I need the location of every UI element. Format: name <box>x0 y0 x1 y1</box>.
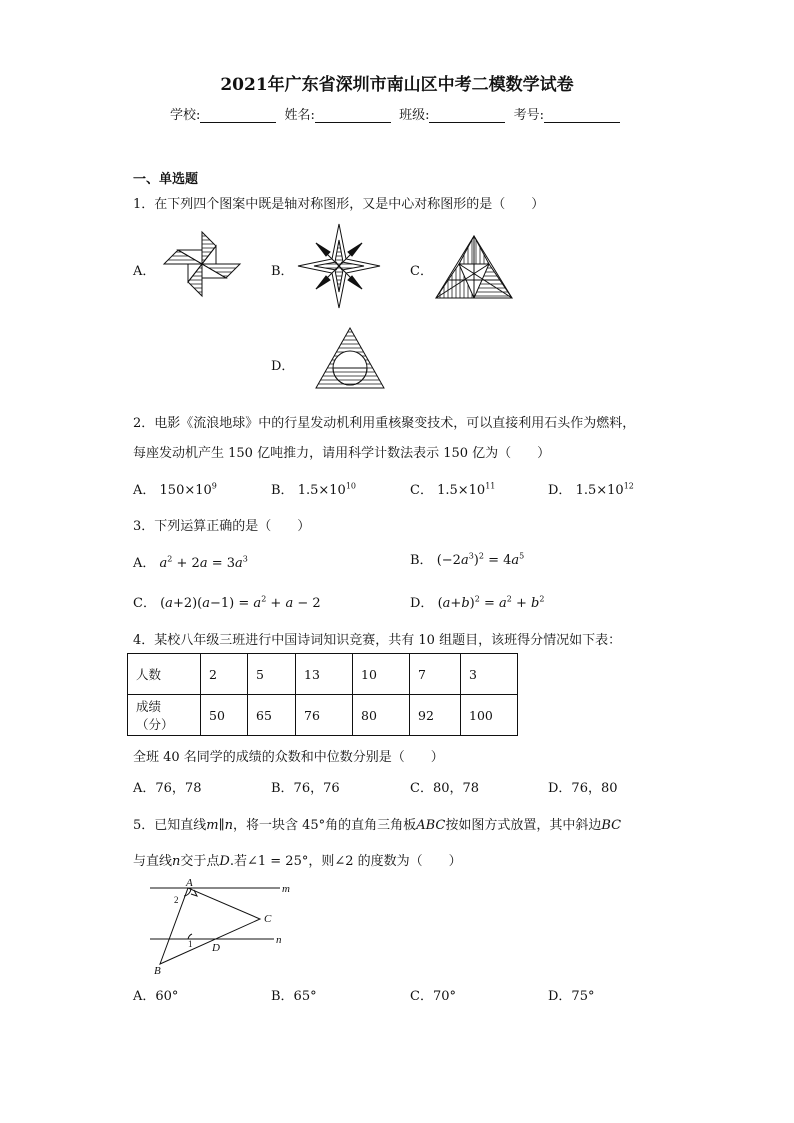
q1-option-b-label: B． <box>271 264 294 279</box>
q3-option-c: C． $(a+2)(a-1) = a^2 + a - 2$ <box>133 594 321 611</box>
q5-option-d: D．75° <box>548 989 595 1004</box>
exam-no-blank[interactable] <box>544 109 620 123</box>
line-m-label: m <box>282 883 290 895</box>
q4-question: 全班 40 名同学的成绩的众数和中位数分别是（ ） <box>133 750 444 765</box>
table-cell: 3 <box>461 654 518 695</box>
triangle-figure-c <box>434 234 514 300</box>
section-heading: 一、单选题 <box>133 172 199 187</box>
q4-option-d: D．76，80 <box>548 781 618 796</box>
q4-option-c: C．80，78 <box>410 781 480 796</box>
q2-option-a: A． $150\times 10^9$ <box>133 481 217 498</box>
angle-1-label: 1 <box>188 939 193 949</box>
table-cell: 65 <box>248 695 296 736</box>
q5-option-b: B．65° <box>271 989 317 1004</box>
name-label: 姓名: <box>284 108 315 123</box>
school-blank[interactable] <box>200 109 276 123</box>
class-label: 班级: <box>399 108 430 123</box>
q5-option-a: A．60° <box>133 989 179 1004</box>
q5-stem-line1: 5．已知直线m∥n，将一块含 45°角的直角三角板ABC按如图方式放置，其中斜边BC <box>133 818 622 833</box>
q1-stem: 1．在下列四个图案中既是轴对称图形，又是中心对称图形的是（ ） <box>133 197 545 212</box>
q1-option-d-label: D． <box>271 359 295 374</box>
point-d-label: D <box>212 942 220 954</box>
table-row <box>128 654 518 695</box>
point-a-label: A <box>186 877 193 889</box>
table-cell: 50 <box>201 695 248 736</box>
scores-table <box>127 653 518 736</box>
pinwheel-figure <box>160 230 244 298</box>
q4-option-a: A．76，78 <box>133 781 202 796</box>
q2-stem-line2: 每座发动机产生 150 亿吨推力，请用科学计数法表示 150 亿为（ ） <box>133 446 551 461</box>
table-cell: 2 <box>201 654 248 695</box>
table-cell: 7 <box>410 654 461 695</box>
table-cell: 80 <box>353 695 410 736</box>
class-blank[interactable] <box>429 109 505 123</box>
q4-option-b: B．76，76 <box>271 781 340 796</box>
table-cell: 5 <box>248 654 296 695</box>
table-cell: 成绩（分） <box>128 695 201 736</box>
q4-stem: 4．某校八年级三班进行中国诗词知识竞赛，共有 10 组题目，该班得分情况如下表： <box>133 633 622 648</box>
angle-2-label: 2 <box>174 895 179 905</box>
name-blank[interactable] <box>315 109 391 123</box>
page-title: 2021年广东省深圳市南山区中考二模数学试卷 <box>220 75 574 95</box>
q3-option-a: A． $a^2 + 2a = 3a^3$ <box>133 554 248 571</box>
q2-option-d: D． $1.5\times 10^{12}$ <box>548 481 634 498</box>
student-info-line <box>0 104 794 123</box>
q2-option-b: B． $1.5\times 10^{10}$ <box>271 481 356 498</box>
star-figure <box>296 222 382 310</box>
point-b-label: B <box>154 965 161 977</box>
line-n-label: n <box>276 934 282 946</box>
table-cell: 76 <box>296 695 353 736</box>
table-cell: 92 <box>410 695 461 736</box>
q5-stem-line2: 与直线n交于点D.若∠1 = 25°，则∠2 的度数为（ ） <box>133 854 462 869</box>
q3-option-b: B． $(-2a^3)^2 = 4a^5$ <box>410 551 525 568</box>
q3-option-d: D． $(a+b)^2 = a^2 + b^2$ <box>410 594 545 611</box>
table-row <box>128 695 518 736</box>
table-cell: 100 <box>461 695 518 736</box>
q2-stem-line1: 2．电影《流浪地球》中的行星发动机利用重核聚变技术，可以直接利用石头作为燃料， <box>133 416 636 431</box>
triangle-circle-figure <box>314 326 386 390</box>
q1-option-c-label: C． <box>410 264 433 279</box>
q2-option-c: C． $1.5\times 10^{11}$ <box>410 481 496 498</box>
table-cell: 人数 <box>128 654 201 695</box>
point-c-label: C <box>264 913 272 925</box>
table-cell: 13 <box>296 654 353 695</box>
exam-no-label: 考号: <box>513 108 544 123</box>
q3-stem: 3．下列运算正确的是（ ） <box>133 519 311 534</box>
q1-option-a-label: A． <box>133 264 156 279</box>
school-label: 学校: <box>170 108 201 123</box>
table-cell: 10 <box>353 654 410 695</box>
q5-geometry-figure <box>148 876 298 976</box>
q5-option-c: C．70° <box>410 989 456 1004</box>
